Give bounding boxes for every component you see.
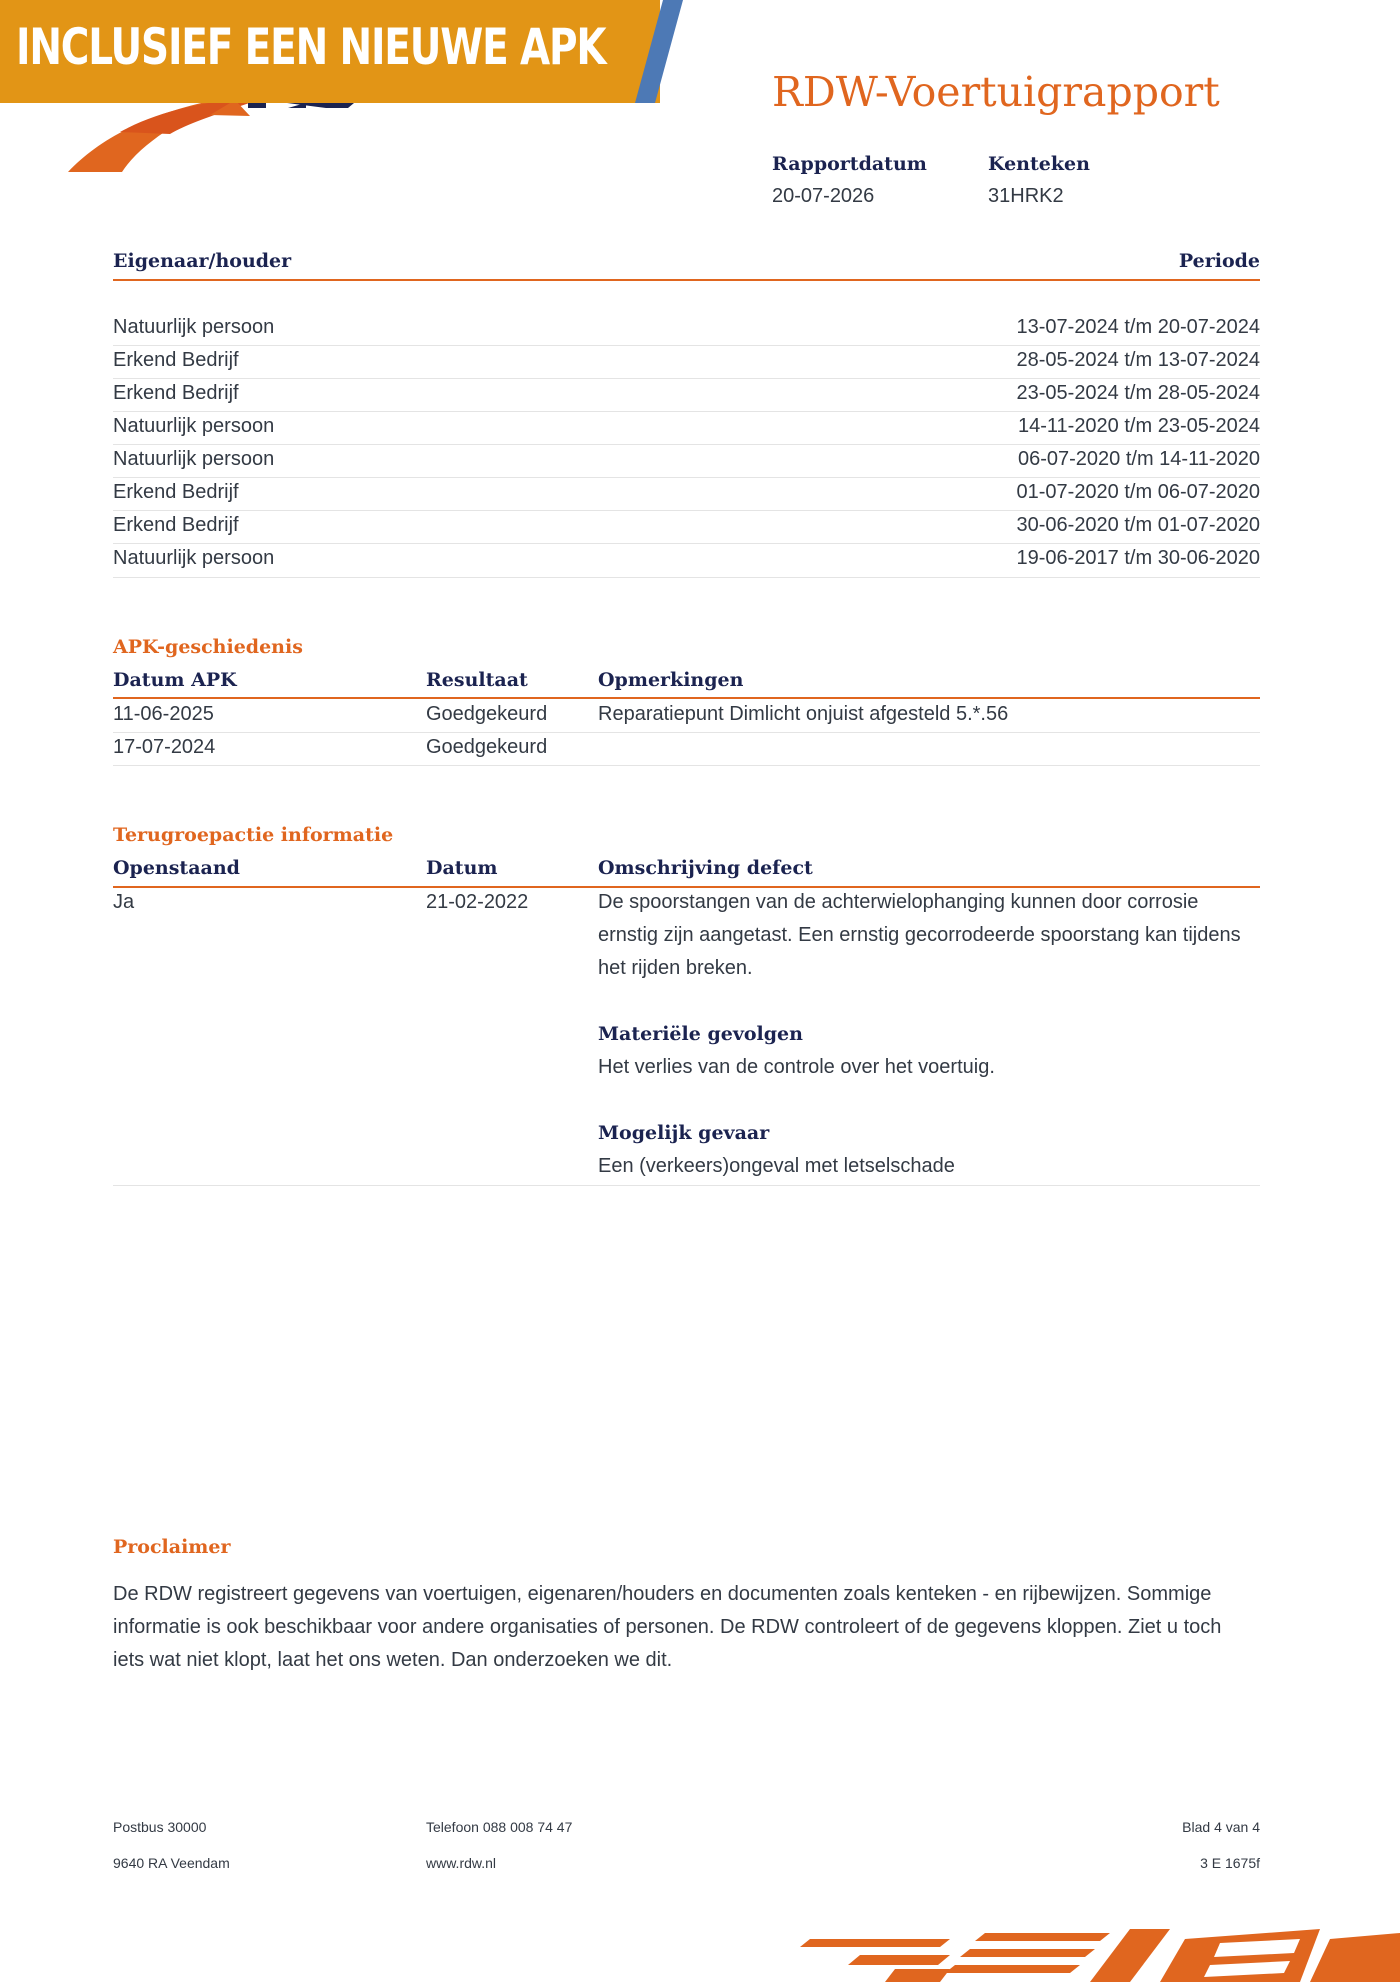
recall-open-header: Openstaand	[113, 857, 240, 879]
recall-date-header: Datum	[426, 857, 498, 879]
material-label: Materiële gevolgen	[598, 1023, 803, 1045]
footer-address-line1: Postbus 30000	[113, 1819, 207, 1835]
footer-address-line2: 9640 RA Veendam	[113, 1855, 230, 1871]
apk-date-cell: 11-06-2025	[113, 703, 214, 725]
apk-header-rule	[113, 697, 1260, 699]
row-divider	[113, 732, 1260, 733]
row-divider	[113, 378, 1260, 379]
rapportdatum-value: 20-07-2026	[772, 185, 875, 207]
period-cell: 14-11-2020 t/m 23-05-2024	[1017, 415, 1260, 437]
period-cell: 01-07-2020 t/m 06-07-2020	[1016, 481, 1260, 503]
row-divider	[113, 577, 1260, 578]
document-title: RDW-Voertuigrapport	[772, 68, 1220, 116]
danger-value: Een (verkeers)ongeval met letselschade	[598, 1155, 955, 1177]
kenteken-label: Kenteken	[988, 153, 1090, 175]
period-cell: 30-06-2020 t/m 01-07-2020	[1016, 514, 1260, 536]
owner-cell: Natuurlijk persoon	[113, 448, 275, 470]
apk-date-header: Datum APK	[113, 669, 237, 691]
owner-cell: Natuurlijk persoon	[113, 547, 275, 569]
row-divider	[113, 543, 1260, 544]
recall-section-title: Terugroepactie informatie	[113, 824, 394, 846]
proclaimer-title: Proclaimer	[113, 1536, 231, 1558]
footer-phone: Telefoon 088 008 74 47	[426, 1819, 573, 1835]
recall-open-cell: Ja	[113, 891, 135, 913]
owner-cell: Natuurlijk persoon	[113, 415, 275, 437]
row-divider	[113, 510, 1260, 511]
danger-label: Mogelijk gevaar	[598, 1122, 770, 1144]
owner-cell: Erkend Bedrijf	[113, 349, 239, 371]
material-value: Het verlies van de controle over het voertuig.	[598, 1056, 995, 1078]
owner-cell: Natuurlijk persoon	[113, 316, 275, 338]
period-cell: 06-07-2020 t/m 14-11-2020	[1017, 448, 1260, 470]
apk-result-cell: Goedgekeurd	[426, 703, 548, 725]
period-column-header: Periode	[1178, 250, 1260, 272]
recall-desc-cell: De spoorstangen van de achterwielophanging kunnen door corrosie ernstig zijn aangetast. Een ernstig gecorrodeerde spoorstang kan tijdens het rijden breken.	[598, 891, 1241, 979]
kenteken-value: 31HRK2	[988, 185, 1064, 207]
stripes-logo-icon	[800, 1925, 1400, 1982]
row-divider	[113, 765, 1260, 766]
apk-result-header: Resultaat	[426, 669, 528, 691]
recall-desc-header: Omschrijving defect	[598, 857, 813, 879]
row-divider	[113, 1185, 1260, 1186]
row-divider	[113, 477, 1260, 478]
period-cell: 19-06-2017 t/m 30-06-2020	[1016, 547, 1260, 569]
period-cell: 23-05-2024 t/m 28-05-2024	[1016, 382, 1260, 404]
owners-header-rule	[113, 279, 1260, 281]
apk-result-cell: Goedgekeurd	[426, 736, 548, 758]
apk-remarks-header: Opmerkingen	[598, 669, 744, 691]
footer-page-number: Blad 4 van 4	[1182, 1819, 1260, 1835]
owner-cell: Erkend Bedrijf	[113, 514, 239, 536]
footer-website[interactable]: www.rdw.nl	[426, 1855, 497, 1871]
owner-column-header: Eigenaar/houder	[113, 250, 292, 272]
footer-code: 3 E 1675f	[1200, 1855, 1260, 1871]
apk-date-cell: 17-07-2024	[113, 736, 216, 758]
proclaimer-text: De RDW registreert gegevens van voertuigen, eigenaren/houders en documenten zoals kenteken - en rijbewijzen. Sommige informatie is ook beschikbaar voor andere organisaties of personen. De RDW controleert of de gegevens kloppen. Ziet u toch iets wat niet klopt, laat het ons weten. Dan onderzoeken we dit.	[113, 1583, 1222, 1671]
period-cell: 28-05-2024 t/m 13-07-2024	[1016, 349, 1260, 371]
row-divider	[113, 411, 1260, 412]
recall-date-cell: 21-02-2022	[426, 891, 529, 913]
row-divider	[113, 345, 1260, 346]
rapportdatum-label: Rapportdatum	[772, 153, 927, 175]
apk-remarks-cell: Reparatiepunt Dimlicht onjuist afgesteld 5.*.56	[598, 703, 1009, 725]
apk-section-title: APK-geschiedenis	[113, 636, 303, 658]
owner-cell: Erkend Bedrijf	[113, 382, 239, 404]
period-cell: 13-07-2024 t/m 20-07-2024	[1016, 316, 1260, 338]
banner-text: INCLUSIEF EEN NIEUWE APK	[16, 18, 606, 76]
owner-cell: Erkend Bedrijf	[113, 481, 239, 503]
row-divider	[113, 444, 1260, 445]
